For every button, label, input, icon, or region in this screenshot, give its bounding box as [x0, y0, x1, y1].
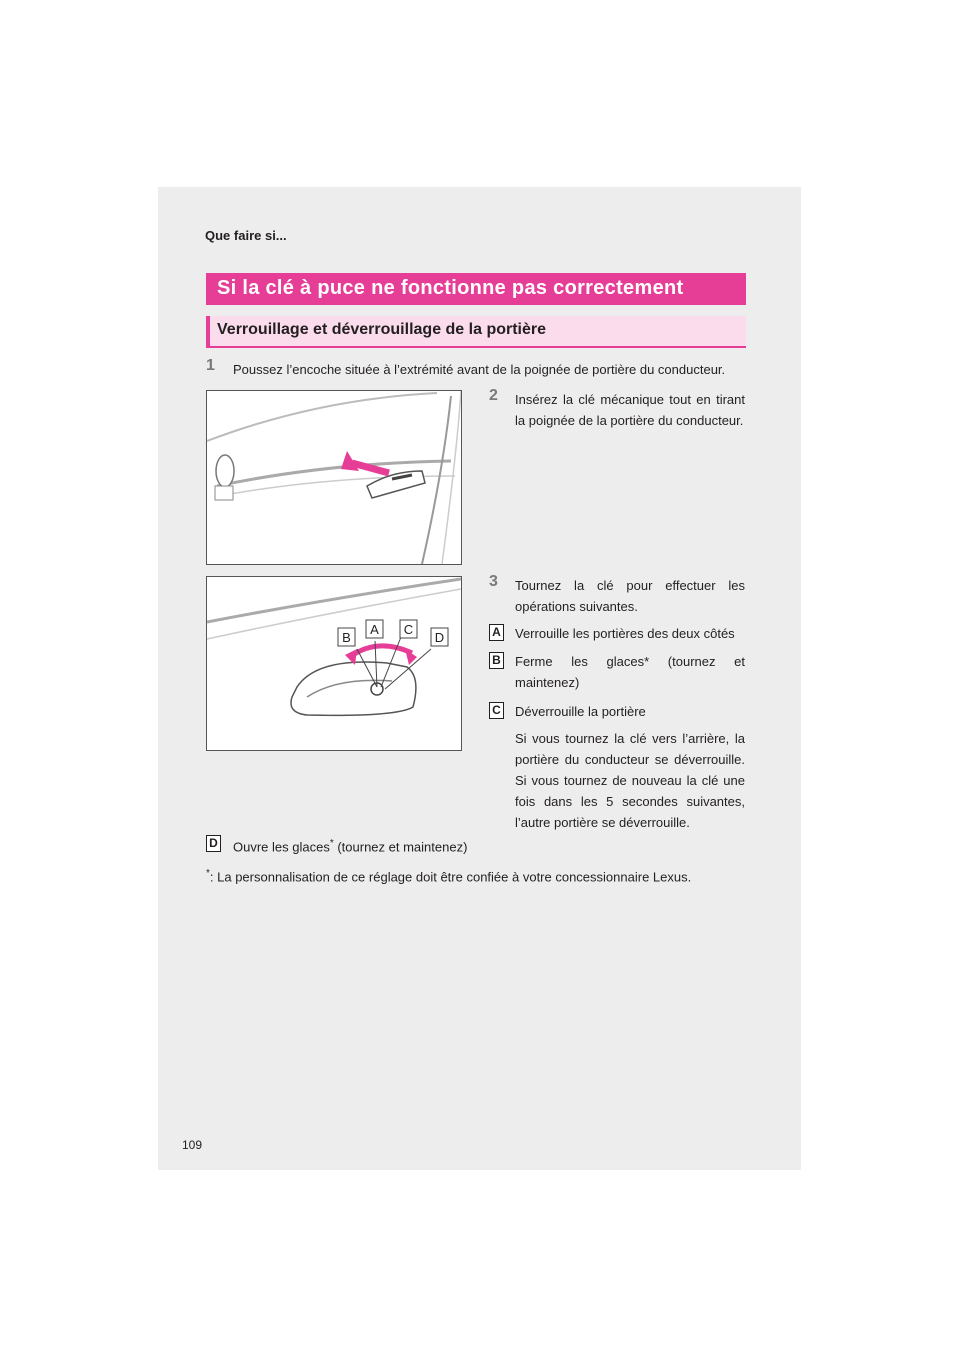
footnote-text: : La personnalisation de ce réglage doit être confiée à votre concessionnaire Lexus. [209, 869, 692, 885]
item-d-star: * [329, 838, 334, 849]
item-c-note: Si vous tournez la clé vers l’arrière, la portière du conducteur se déverrouille. Si vous tournez de nouveau la clé une fois dans les 5 secondes suivantes, l’autre portière se déverrouille. [515, 731, 745, 830]
footnote-star: * [206, 868, 210, 879]
section-header: Que faire si... [205, 228, 287, 243]
label-b-box: B [489, 652, 504, 669]
label-c-box: C [489, 702, 504, 719]
label-a-box: A [489, 624, 504, 641]
door-handle-illustration [206, 390, 462, 565]
subsection-banner [206, 316, 746, 348]
item-b-text: Ferme les glaces* (tournez et maintenez) [515, 654, 745, 690]
key-turn-illustration [206, 576, 462, 751]
item-d-text [233, 833, 753, 857]
page-number: 109 [182, 1138, 203, 1152]
subbanner-title: Verrouillage et déverrouillage de la portière [217, 321, 547, 338]
item-c-text: Déverrouille la portière [515, 704, 646, 719]
step-1-text: Poussez l’encoche située à l’extrémité avant de la poignée de portière du conducteur. [233, 362, 726, 377]
figure-label-b: B [342, 630, 351, 645]
label-d-box: D [206, 835, 221, 852]
figure-label-c: C [403, 622, 414, 637]
step-2-number: 2 [489, 387, 498, 404]
step-1-number: 1 [206, 357, 215, 374]
figure-label-a: A [370, 622, 379, 637]
item-d-suffix: (tournez et maintenez) [333, 839, 468, 855]
banner-title: Si la clé à puce ne fonctionne pas correctement [217, 277, 684, 299]
item-d-main: Ouvre les glaces [233, 839, 330, 855]
step-2-text: Insérez la clé mécanique tout en tirant la poignée de la portière du conducteur. [515, 392, 745, 428]
footnote [206, 863, 766, 887]
step-3-number: 3 [489, 573, 498, 590]
chapter-banner [206, 273, 746, 305]
item-a-text: Verrouille les portières des deux côtés [515, 626, 735, 641]
figure-label-d: D [434, 630, 445, 645]
step-3-text: Tournez la clé pour effectuer les opérations suivantes. [515, 578, 745, 614]
